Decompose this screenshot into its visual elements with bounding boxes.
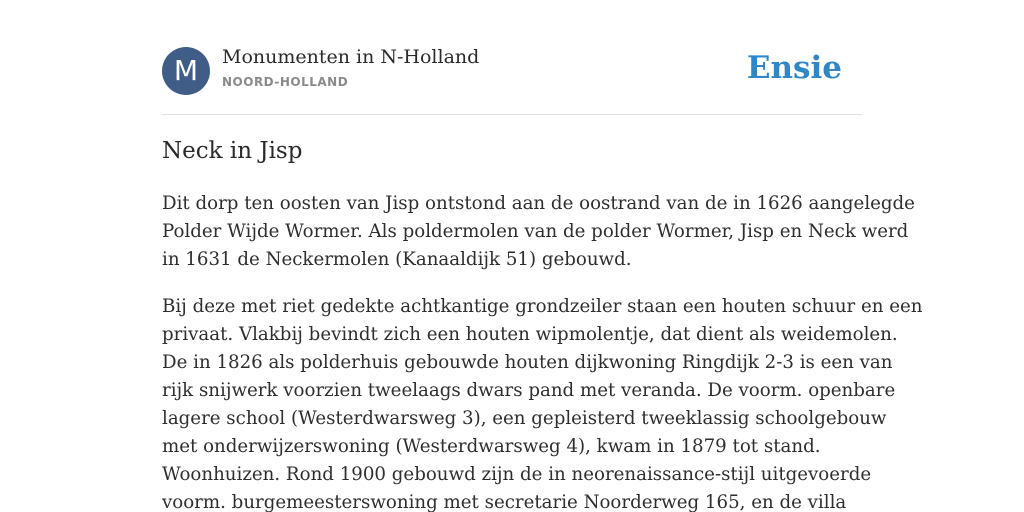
text-line: Bij deze met riet gedekte achtkantige grondzeiler staan een houten schuur en een <box>162 296 923 317</box>
publication-header <box>162 44 862 115</box>
text-line: De in 1826 als polderhuis gebouwde houten dijkwoning Ringdijk 2-3 is een van <box>162 352 893 373</box>
text-line: lagere school (Westerdwarsweg 3), een gepleisterd tweeklassig schoolgebouw <box>162 408 887 429</box>
brand-logo[interactable]: Ensie <box>746 50 842 86</box>
paragraph-1 <box>162 190 915 274</box>
text-line: met onderwijzerswoning (Westerdwarsweg 4), kwam in 1879 tot stand. <box>162 436 821 457</box>
text-line: Dit dorp ten oosten van Jisp ontstond aan de oostrand van de in 1626 aangelegde <box>162 193 915 214</box>
text-line: Polder Wijde Wormer. Als poldermolen van de polder Wormer, Jisp en Neck werd <box>162 221 909 242</box>
publication-title[interactable]: Monumenten in N-Holland <box>222 46 480 68</box>
text-line: privaat. Vlakbij bevindt zich een houten wipmolentje, dat dient als weidemolen. <box>162 324 898 345</box>
text-line: in 1631 de Neckermolen (Kanaaldijk 51) gebouwd. <box>162 249 632 270</box>
publication-subtitle[interactable]: NOORD-HOLLAND <box>222 75 349 89</box>
article-title: Neck in Jisp <box>162 138 303 164</box>
article-body <box>162 190 923 512</box>
text-line: Woonhuizen. Rond 1900 gebouwd zijn de in neorenaissance-stijl uitgevoerde <box>162 464 872 485</box>
text-line: voorm. burgemeesterswoning met secretarie Noorderweg 165, en de villa <box>162 492 847 512</box>
paragraph-2 <box>162 293 923 512</box>
avatar[interactable]: M <box>162 47 210 95</box>
text-line: rijk snijwerk voorzien tweelaags dwars pand met veranda. De voorm. openbare <box>162 380 896 401</box>
